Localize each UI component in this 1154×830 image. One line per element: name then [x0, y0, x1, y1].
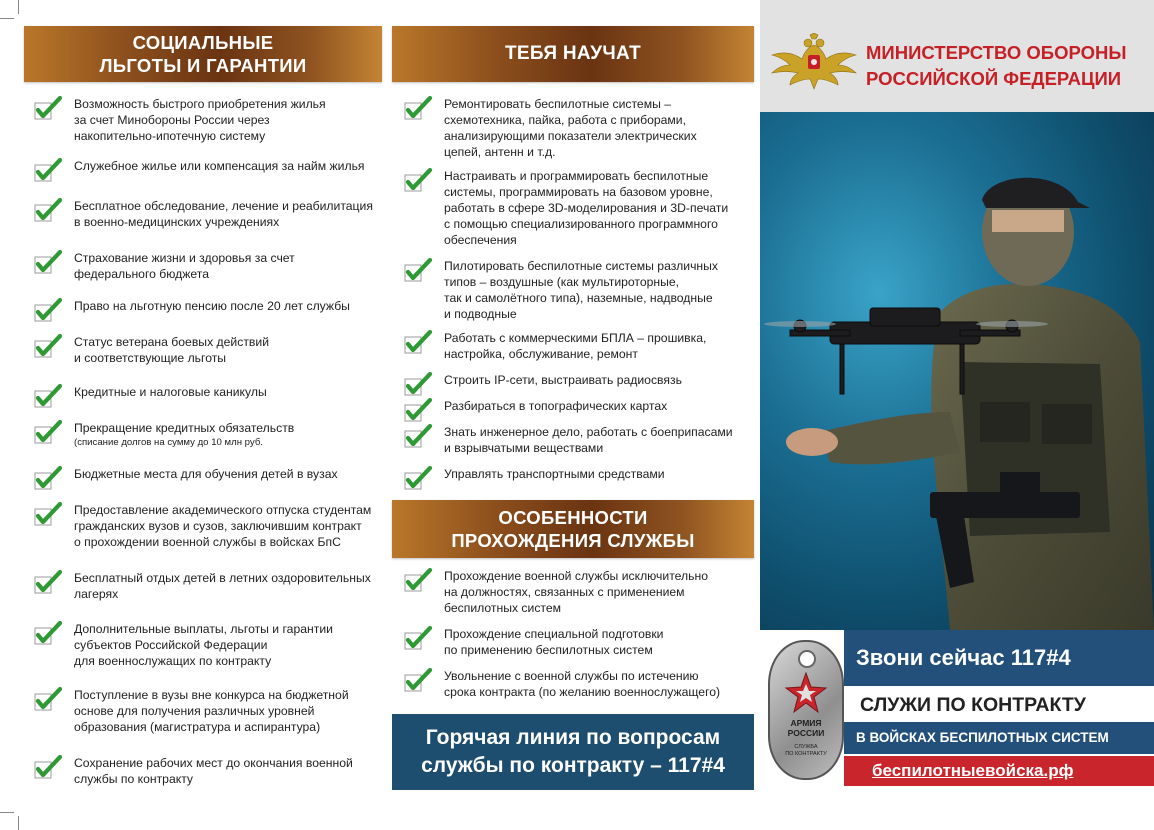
checkmark-icon — [404, 398, 432, 422]
item-text — [444, 466, 665, 482]
crop-mark — [18, 816, 19, 830]
item-label: Прохождение специальной подготовки по применению беспилотных систем — [444, 627, 664, 657]
item-text — [444, 668, 720, 700]
checkmark-icon — [34, 384, 62, 408]
item-text — [74, 687, 349, 735]
item-text — [444, 330, 706, 362]
call-to-action — [760, 630, 1154, 830]
crop-mark — [0, 18, 14, 19]
list-item — [34, 198, 373, 230]
ministry-title — [866, 40, 1126, 92]
item-label: Возможность быстрого приобретения жилья за счет Минобороны России через накопительно-ипотечную систему — [74, 97, 326, 143]
tag-service-label — [770, 744, 842, 758]
checkmark-icon — [404, 372, 432, 396]
checkmark-icon — [34, 158, 62, 182]
item-label: Пилотировать беспилотные системы различных типов – воздушные (как мультироторные, так и самолётного типа), наземные, надводные и подводные — [444, 259, 719, 321]
banner-line: ТЕБЯ НАУЧАТ — [505, 43, 641, 65]
hotline-line: Горячая линия по вопросам — [425, 726, 721, 749]
item-text — [74, 621, 333, 669]
checkmark-icon — [404, 258, 432, 282]
item-label: Разбираться в топографических картах — [444, 399, 668, 413]
item-label: Строить IP-сети, выстраивать радиосвязь — [444, 373, 682, 387]
item-label: Сохранение рабочих мест до окончания военной службы по контракту — [74, 756, 353, 786]
item-label: Знать инженерное дело, работать с боеприпасами и взрывчатыми веществами — [444, 425, 733, 455]
checkmark-icon — [34, 198, 62, 222]
double-headed-eagle-icon — [768, 33, 860, 91]
item-text — [444, 372, 682, 388]
checkmark-icon — [404, 330, 432, 354]
item-label: Поступление в вузы вне конкурса на бюджетной основе для получения различных уровней образования (магистратура и аспирантура) — [74, 688, 349, 734]
item-text — [444, 168, 728, 248]
checkmark-icon — [34, 250, 62, 274]
list-item — [404, 466, 665, 490]
item-label: Предоставление академического отпуска студентам гражданских вузов и сузов, заключившим контракт о прохождении военной службы в войсках БпС — [74, 503, 372, 549]
item-label: Бесплатный отдых детей в летних оздоровительных лагерях — [74, 571, 371, 601]
checkmark-icon — [404, 626, 432, 650]
checkmark-icon — [34, 570, 62, 594]
item-text — [74, 502, 371, 550]
item-text — [74, 334, 269, 366]
list-item — [34, 250, 295, 282]
list-item — [34, 687, 349, 735]
checkmark-icon — [34, 420, 62, 444]
item-text — [74, 466, 338, 482]
checkmark-icon — [34, 334, 62, 358]
crop-mark — [0, 812, 14, 813]
ministry-line: МИНИСТЕРСТВО ОБОРОНЫ — [866, 42, 1127, 63]
item-label: Прекращение кредитных обязательств — [74, 421, 295, 435]
item-label: Кредитные и налоговые каникулы — [74, 385, 267, 399]
checkmark-icon — [404, 668, 432, 692]
checkmark-icon — [34, 502, 62, 526]
item-text — [74, 250, 295, 282]
list-item — [34, 570, 371, 602]
item-label: Увольнение с военной службы по истечению срока контракта (по желанию военнослужащего) — [444, 669, 721, 699]
checkmark-icon — [34, 755, 62, 779]
checkmark-icon — [404, 466, 432, 490]
item-label: Работать с коммерческими БПЛА – прошивка, настройка, обслуживание, ремонт — [444, 331, 707, 361]
item-label: Страхование жизни и здоровья за счет федерального бюджета — [74, 251, 295, 281]
tag-army-label — [770, 718, 842, 738]
item-text — [444, 96, 697, 160]
checkmark-icon — [404, 568, 432, 592]
list-item — [404, 258, 718, 322]
banner-line: ОСОБЕННОСТИ — [498, 506, 648, 528]
item-label: Бюджетные места для обучения детей в вузах — [74, 467, 338, 481]
item-label: Дополнительные выплаты, льготы и гарантии субъектов Российской Федерации для военнослужащих по контракту — [74, 622, 333, 668]
list-item — [34, 384, 267, 408]
checkmark-icon — [34, 687, 62, 711]
list-item — [34, 502, 371, 550]
item-text — [444, 424, 733, 456]
tag-hole — [798, 650, 816, 668]
item-text — [74, 298, 350, 314]
social-benefits-banner — [24, 26, 382, 82]
banner-line: ЛЬГОТЫ И ГАРАНТИИ — [99, 55, 307, 76]
item-label: Управлять транспортными средствами — [444, 467, 665, 481]
checkmark-icon — [34, 96, 62, 120]
item-label: Служебное жилье или компенсация за найм жилья — [74, 159, 365, 173]
list-item — [34, 298, 350, 322]
list-item — [404, 372, 682, 396]
list-item — [404, 668, 720, 700]
item-text — [74, 96, 326, 144]
list-item — [404, 424, 733, 456]
item-label: Настраивать и программировать беспилотные системы, программировать на базовом уровне, работать в сфере 3D-моделирования и 3D-печати с помощью специализированного программного обеспечения — [444, 169, 729, 247]
list-item — [404, 168, 728, 248]
serve-contract-text: СЛУЖИ ПО КОНТРАКТУ — [860, 694, 1086, 716]
item-text — [444, 398, 667, 414]
checkmark-icon — [34, 621, 62, 645]
list-item — [34, 755, 353, 787]
hotline-box — [392, 714, 754, 790]
list-item — [34, 158, 365, 182]
checkmark-icon — [404, 168, 432, 192]
army-dog-tag — [768, 640, 844, 780]
item-label: Бесплатное обследование, лечение и реабилитация в военно-медицинских учреждениях — [74, 199, 373, 229]
soldier-with-drone-photo — [760, 112, 1154, 630]
item-label: Статус ветерана боевых действий и соответствующие льготы — [74, 335, 270, 365]
service-features-banner — [392, 500, 754, 558]
checkmark-icon — [34, 466, 62, 490]
red-star-icon — [784, 672, 828, 714]
tag-line: СЛУЖБА — [794, 744, 818, 750]
tag-line: АРМИЯ — [790, 718, 822, 728]
item-text — [74, 158, 365, 174]
list-item — [404, 96, 697, 160]
soldier-illustration — [760, 112, 1154, 630]
item-text — [74, 755, 353, 787]
training-banner — [392, 26, 754, 82]
item-text — [74, 198, 373, 230]
item-text — [74, 570, 371, 602]
list-item — [404, 330, 706, 362]
list-item — [404, 626, 663, 658]
banner-line: ПРОХОЖДЕНИЯ СЛУЖБЫ — [451, 530, 695, 551]
checkmark-icon — [34, 298, 62, 322]
item-text — [444, 258, 718, 322]
troops-text: В ВОЙСКАХ БЕСПИЛОТНЫХ СИСТЕМ — [856, 730, 1109, 745]
item-label: Право на льготную пенсию после 20 лет службы — [74, 299, 350, 313]
hotline-line: службы по контракту – 117#4 — [421, 754, 725, 777]
item-label: Ремонтировать беспилотные системы – схемотехника, пайка, работа с приборами, анализирующими показатели электрических цепей, антенн и т.д. — [444, 97, 697, 159]
list-item — [404, 568, 708, 616]
item-text — [444, 626, 663, 658]
list-item — [34, 96, 326, 144]
list-item — [34, 621, 333, 669]
website-link[interactable]: беспилотныевойска.рф — [872, 761, 1074, 780]
banner-line: СОЦИАЛЬНЫЕ — [132, 31, 274, 53]
crop-mark — [18, 0, 19, 14]
tag-line: РОССИИ — [787, 728, 825, 738]
item-text — [74, 384, 267, 400]
item-label: Прохождение военной службы исключительно на должностях, связанных с применением беспилотных систем — [444, 569, 709, 615]
list-item — [34, 466, 338, 490]
list-item — [404, 398, 667, 422]
item-text — [74, 420, 294, 449]
list-item — [34, 420, 294, 449]
ministry-line: РОССИЙСКОЙ ФЕДЕРАЦИИ — [866, 68, 1122, 89]
call-now-text: Звони сейчас 117#4 — [856, 645, 1071, 670]
item-note: (списание долгов на сумму до 10 млн руб. — [74, 437, 263, 448]
tag-line: ПО КОНТРАКТУ — [785, 751, 827, 757]
checkmark-icon — [404, 96, 432, 120]
list-item — [34, 334, 269, 366]
item-text — [444, 568, 708, 616]
checkmark-icon — [404, 424, 432, 448]
